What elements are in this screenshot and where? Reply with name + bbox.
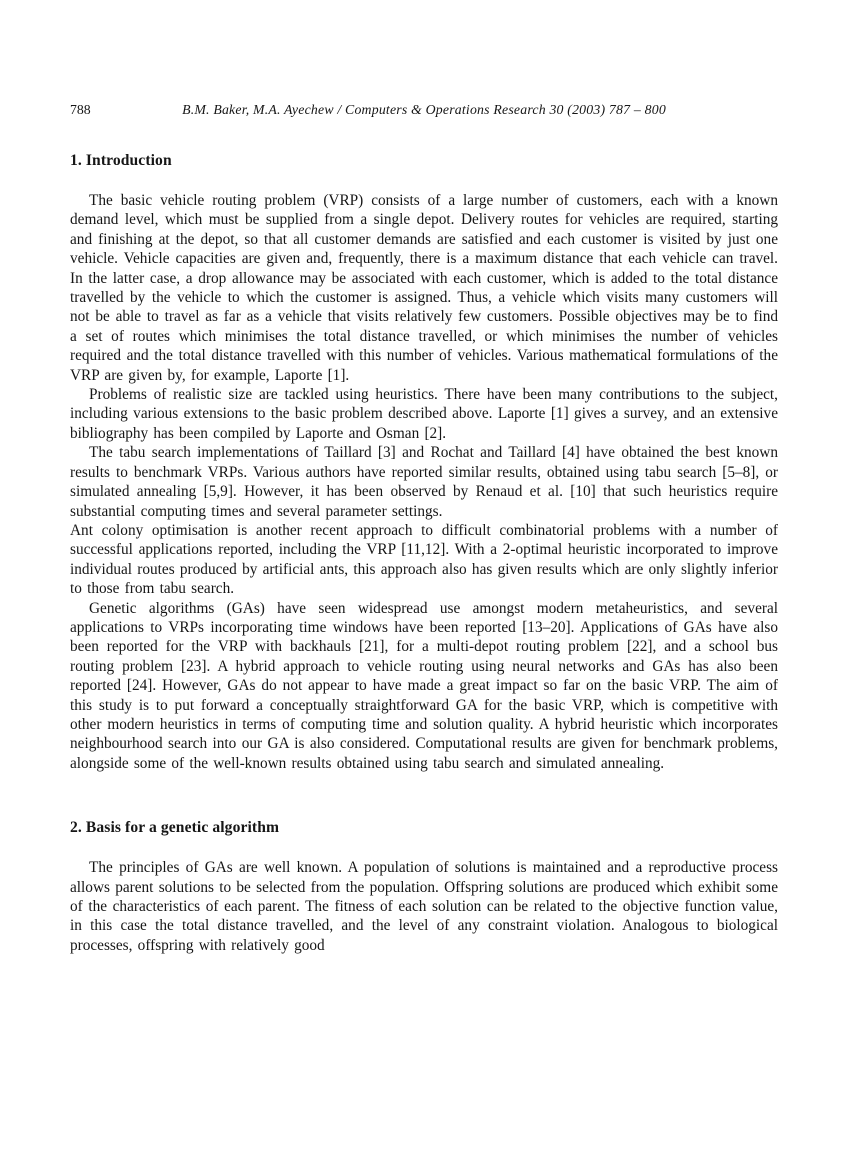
paragraph: The tabu search implementations of Taillard [3] and Rochat and Taillard [4] have obtained the best known results to benchmark VRPs. Various authors have reported similar results, obtained using tabu search [5–8], or simulated annealing [5,9]. However, it has been observed by Renaud et al. [10] that such heuristics require substantial computing times and several parameter settings. [70, 444, 778, 520]
section-heading-introduction: 1. Introduction [70, 152, 172, 169]
paragraph: The basic vehicle routing problem (VRP) consists of a large number of customers, each with a known demand level, which must be supplied from a single depot. Delivery routes for vehicles are required, starting and finishing at the depot, so that all customer demands are satisfied and each customer is visited by just one vehicle. Vehicle capacities are given and, frequently, there is a maximum distance that each vehicle can travel. In the latter case, a drop allowance may be associated with each customer, which is added to the total distance travelled by the vehicle to which the customer is assigned. Thus, a vehicle which visits many customers will not be able to travel as far as a vehicle that visits relatively few customers. Possible objectives may be to find a set of routes which minimises the total distance travelled, or which minimises the number of vehicles required and the total distance travelled with this number of vehicles. Various mathematical formulations of the VRP are given by, for example, Laporte [1]. [70, 192, 778, 384]
page-number: 788 [70, 102, 91, 117]
paragraph: Ant colony optimisation is another recent approach to difficult combinatorial problems with a number of successful applications reported, including the VRP [11,12]. With a 2-optimal heuristic incorporated to improve individual routes produced by artificial ants, this approach also has given results which are only slightly inferior to those from tabu search. [70, 521, 778, 598]
paragraph: Problems of realistic size are tackled using heuristics. There have been many contributions to the subject, including various extensions to the basic problem described above. Laporte [1] gives a survey, and an extensive bibliography has been compiled by Laporte and Osman [2]. [70, 386, 778, 442]
paragraph: The principles of GAs are well known. A population of solutions is maintained and a reproductive process allows parent solutions to be selected from the population. Offspring solutions are produced which exhibit some of the characteristics of each parent. The fitness of each solution can be related to the objective function value, in this case the total distance travelled, and the level of any constraint violation. Analogous to biological processes, offspring with relatively good [70, 859, 778, 954]
page-header [70, 101, 778, 118]
running-head: B.M. Baker, M.A. Ayechew / Computers & Operations Research 30 (2003) 787 – 800 [182, 102, 666, 117]
section-heading-basis-genetic-algorithm: 2. Basis for a genetic algorithm [70, 819, 280, 837]
paragraph: Genetic algorithms (GAs) have seen widespread use amongst modern metaheuristics, and several applications to VRPs incorporating time windows have been reported [13–20]. Applications of GAs have also been reported for the VRP with backhauls [21], for a multi-depot routing problem [22], and a school bus routing problem [23]. A hybrid approach to vehicle routing using neural networks and GAs has also been reported [24]. However, GAs do not appear to have made a great impact so far on the basic VRP. The aim of this study is to put forward a conceptually straightforward GA for the basic VRP, which is competitive with other modern heuristics in terms of computing time and solution quality. A hybrid heuristic which incorporates neighbourhood search into our GA is also considered. Computational results are given for benchmark problems, alongside some of the well-known results obtained using tabu search and simulated annealing. [70, 599, 778, 772]
